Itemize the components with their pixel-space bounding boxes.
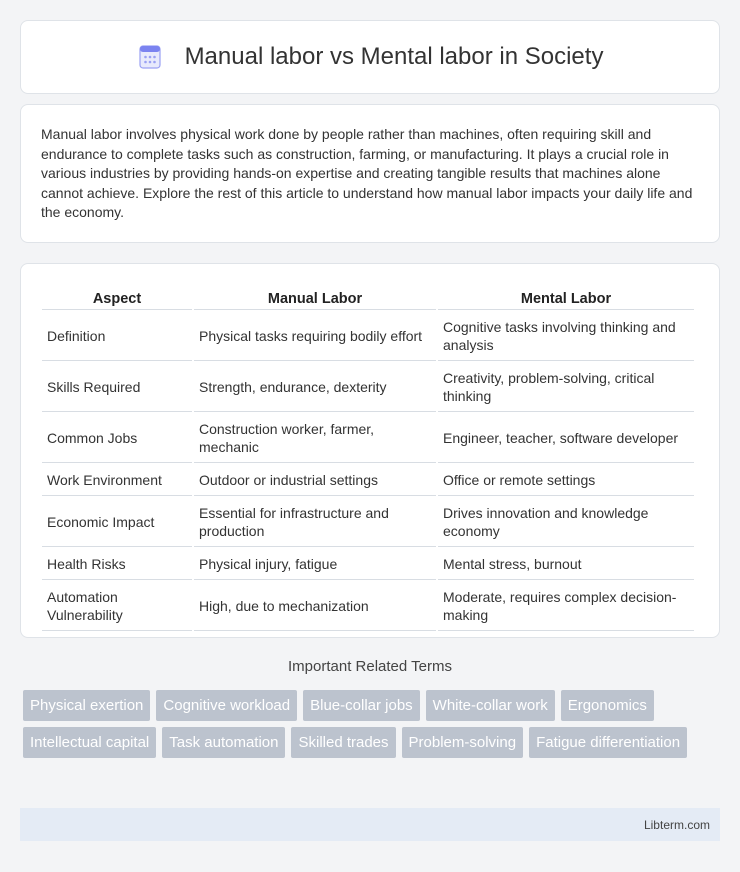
cell-aspect: Work Environment xyxy=(42,465,192,496)
term-tag[interactable]: Intellectual capital xyxy=(23,727,156,758)
comparison-table xyxy=(40,284,696,633)
intro-card xyxy=(20,104,720,243)
cell-mental: Cognitive tasks involving thinking and analysis xyxy=(438,312,694,361)
cell-aspect: Automation Vulnerability xyxy=(42,582,192,631)
cell-mental: Moderate, requires complex decision-making xyxy=(438,582,694,631)
cell-mental: Office or remote settings xyxy=(438,465,694,496)
term-tag[interactable]: Physical exertion xyxy=(23,690,150,721)
table-row xyxy=(42,549,694,580)
cell-manual: Outdoor or industrial settings xyxy=(194,465,436,496)
cell-manual: Physical tasks requiring bodily effort xyxy=(194,312,436,361)
document-icon xyxy=(137,44,163,70)
header-aspect: Aspect xyxy=(42,286,192,310)
table-row xyxy=(42,498,694,547)
table-row xyxy=(42,312,694,361)
cell-manual: Physical injury, fatigue xyxy=(194,549,436,580)
cell-mental: Mental stress, burnout xyxy=(438,549,694,580)
page-title: Manual labor vs Mental labor in Society xyxy=(184,43,604,70)
term-tag[interactable]: Problem-solving xyxy=(402,727,524,758)
cell-manual: Construction worker, farmer, mechanic xyxy=(194,414,436,463)
comparison-card xyxy=(20,263,720,638)
term-tag[interactable]: Skilled trades xyxy=(291,727,395,758)
term-tag[interactable]: White-collar work xyxy=(426,690,555,721)
table-header-row xyxy=(42,286,694,310)
cell-manual: Strength, endurance, dexterity xyxy=(194,363,436,412)
cell-aspect: Definition xyxy=(42,312,192,361)
title-wrap xyxy=(137,43,604,71)
intro-paragraph: Manual labor involves physical work done by people rather than machines, often requiring skill and endurance to complete tasks such as construction, farming, or manufacturing. It plays a crucial role in various industries by providing hands-on expertise and creating tangible results that machines alone cannot achieve. Explore the rest of this article to understand how manual labor impacts your daily life and the economy. xyxy=(41,126,693,220)
cell-aspect: Economic Impact xyxy=(42,498,192,547)
term-tag[interactable]: Ergonomics xyxy=(561,690,654,721)
term-tag[interactable]: Blue-collar jobs xyxy=(303,690,420,721)
cell-mental: Creativity, problem-solving, critical thinking xyxy=(438,363,694,412)
table-row xyxy=(42,363,694,412)
related-terms-heading: Important Related Terms xyxy=(288,658,452,675)
cell-aspect: Common Jobs xyxy=(42,414,192,463)
cell-mental: Engineer, teacher, software developer xyxy=(438,414,694,463)
cell-aspect: Health Risks xyxy=(42,549,192,580)
cell-aspect: Skills Required xyxy=(42,363,192,412)
term-tag[interactable]: Cognitive workload xyxy=(156,690,297,721)
related-terms-list xyxy=(23,690,713,764)
footer xyxy=(20,808,720,841)
table-row xyxy=(42,414,694,463)
cell-mental: Drives innovation and knowledge economy xyxy=(438,498,694,547)
footer-site-link[interactable]: Libterm.com xyxy=(643,817,710,832)
cell-manual: Essential for infrastructure and production xyxy=(194,498,436,547)
term-tag[interactable]: Task automation xyxy=(162,727,285,758)
cell-manual: High, due to mechanization xyxy=(194,582,436,631)
header-mental-labor: Mental Labor xyxy=(438,286,694,310)
header-manual-labor: Manual Labor xyxy=(194,286,436,310)
table-row xyxy=(42,582,694,631)
term-tag[interactable]: Fatigue differentiation xyxy=(529,727,687,758)
title-card xyxy=(20,20,720,94)
table-row xyxy=(42,465,694,496)
